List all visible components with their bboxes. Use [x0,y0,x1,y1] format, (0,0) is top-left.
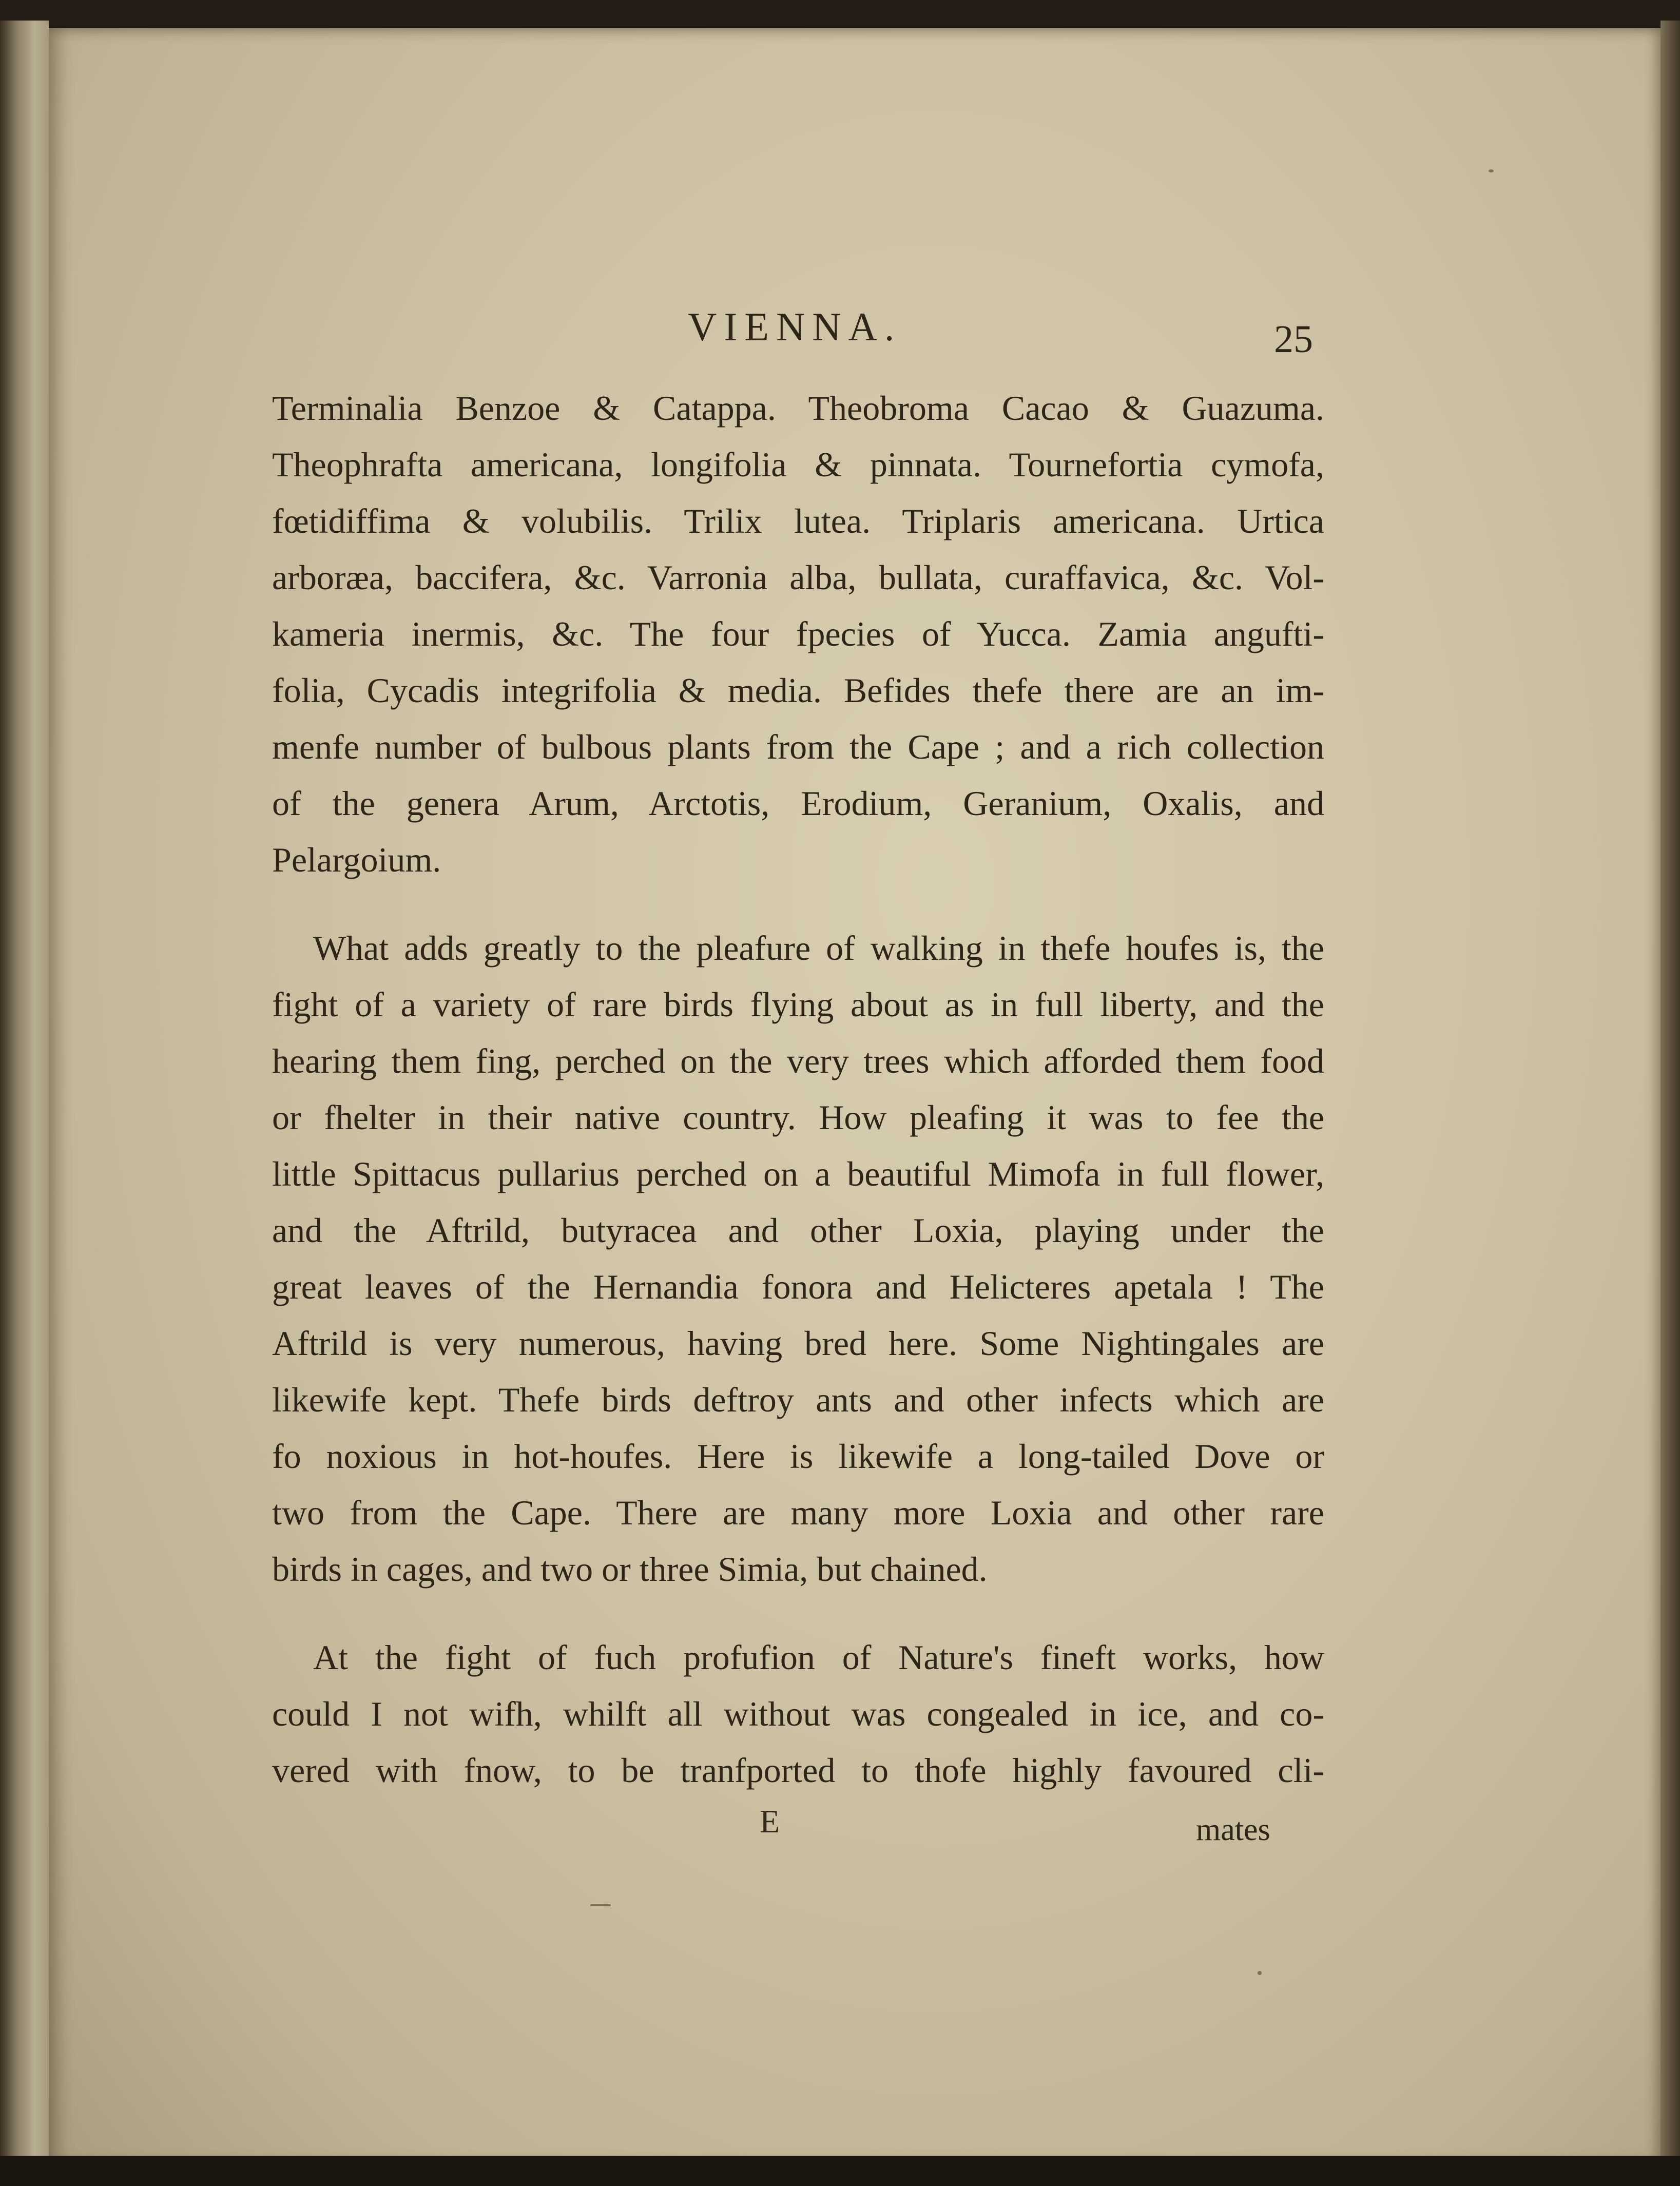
text-line: kameria inermis, &c. The four fpecies of Yucca. Zamia angufti- [272,614,1324,653]
page-edge-bottom [0,2156,1680,2186]
text-line: Theophrafta americana, longifolia & pinnata. Tournefortia cymofa, [272,445,1324,484]
text-line: fight of a variety of rare birds flying about as in full liberty, and the [272,985,1324,1024]
text-line: of the genera Arum, Arctotis, Erodium, Geranium, Oxalis, and [272,784,1324,823]
text-line: could I not wifh, whilft all without was congealed in ice, and co- [272,1694,1324,1733]
page-edge-right [1660,21,1680,2166]
text-line: Aftrild is very numerous, having bred here. Some Nightingales are [272,1324,1324,1363]
text-line: likewife kept. Thefe birds deftroy ants and other infects which are [272,1380,1324,1419]
catchword: mates [1196,1812,1270,1847]
text-line: folia, Cycadis integrifolia & media. Befides thefe there are an im- [272,671,1324,710]
text-line: fœtidiffima & volubilis. Trilix lutea. Triplaris americana. Urtica [272,501,1324,540]
text-line: birds in cages, and two or three Simia, but chained. [272,1550,988,1589]
text-line: arboræa, baccifera, &c. Varronia alba, bullata, curaffavica, &c. Vol- [272,558,1324,597]
text-line: hearing them fing, perched on the very trees which afforded them food [272,1041,1324,1080]
paper-speck [1489,169,1494,172]
text-line: vered with fnow, to be tranfported to thofe highly favoured cli- [272,1751,1324,1790]
paragraph-gap [272,888,1324,920]
text-line: or fhelter in their native country. How pleafing it was to fee the [272,1098,1324,1137]
text-line: What adds greatly to the pleafure of walking in thefe houfes is, the [313,928,1324,968]
text-line: little Spittacus pullarius perched on a beautiful Mimofa in full flower, [272,1154,1324,1193]
paper-speck [1258,1971,1262,1975]
facing-page-edge [0,21,49,2156]
running-head: VIENNA. [688,304,902,349]
text-line: great leaves of the Hernandia fonora and Helicteres apetala ! The [272,1267,1324,1306]
signature-mark: E [760,1803,780,1840]
text-line: fo noxious in hot-houfes. Here is likewife a long-tailed Dove or [272,1437,1324,1476]
text-line: Pelargoium. [272,840,441,879]
text-line: menfe number of bulbous plants from the Cape ; and a rich collection [272,727,1324,766]
text-line: Terminalia Benzoe & Catappa. Theobroma Cacao & Guazuma. [272,389,1324,428]
paragraph-gap [272,1597,1324,1629]
body-text [272,380,1324,1798]
paper-speck [590,1904,611,1906]
text-line: At the fight of fuch profufion of Nature's fineft works, how [313,1638,1324,1677]
text-line: two from the Cape. There are many more Loxia and other rare [272,1493,1324,1532]
page-number: 25 [1274,318,1313,361]
text-line: and the Aftrild, butyracea and other Loxia, playing under the [272,1211,1324,1250]
